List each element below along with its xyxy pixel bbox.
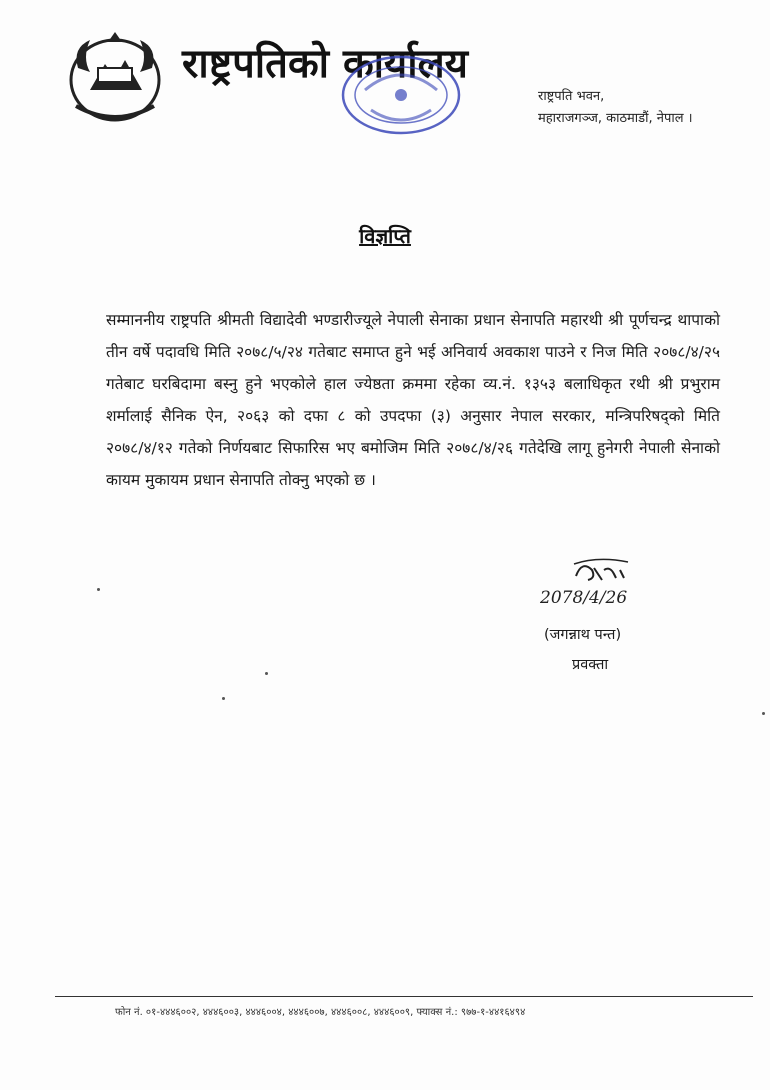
footer-contact: फोन नं. ०१-४४४६००२, ४४४६००३, ४४४६००४, ४४४६००७, ४४४६००८, ४४४६००९, फ्याक्स नं.: ९७७-१-४४१६४९४: [115, 1007, 526, 1018]
footer-divider: [55, 996, 753, 997]
signature-date: 2078/4/26: [540, 588, 628, 608]
notice-body: सम्माननीय राष्ट्रपति श्रीमती विद्यादेवी भण्डारीज्यूले नेपाली सेनाका प्रधान सेनापति महारथी श्री पूर्णचन्द्र थापाको तीन वर्षे पदावधि मिति २०७८/५/२४ गतेबाट समाप्त हुने भई अनिवार्य अवकाश पाउने र निज मिति २०७८/४/२५ गतेबाट घरबिदामा बस्नु हुने भएकोले हाल ज्येष्ठता क्रममा रहेका व्य.नं. १३५३ बलाधिकृत रथी श्री प्रभुराम शर्मालाई सैनिक ऐन, २०६३ को दफा ८ को उपदफा (३) अनुसार नेपाल सरकार, मन्त्रिपरिषद्को मिति २०७८/४/१२ गतेको निर्णयबाट सिफारिस भए बमोजिम मिति २०७८/४/२६ गतेदेखि लागू हुनेगरी नेपाली सेनाको कायम मुकायम प्रधान सेनापति तोक्नु भएको छ ।: [106, 311, 720, 489]
address-line-2: महाराजगञ्ज, काठमाडौं, नेपाल ।: [538, 111, 693, 126]
office-title: राष्ट्रपतिको कार्यालय: [182, 41, 468, 87]
scan-speck: [222, 697, 225, 700]
national-emblem-icon: [60, 28, 170, 128]
spokesperson-name: (जगन्नाथ पन्त): [544, 627, 622, 643]
office-stamp-icon: [335, 50, 465, 140]
address-line-1: राष्ट्रपति भवन,: [538, 89, 605, 104]
scan-speck: [97, 588, 100, 591]
notice-title: विज्ञप्ति: [359, 224, 411, 248]
scan-speck: [762, 712, 765, 715]
spokesperson-designation: प्रवक्ता: [572, 657, 609, 673]
scan-speck: [265, 672, 268, 675]
